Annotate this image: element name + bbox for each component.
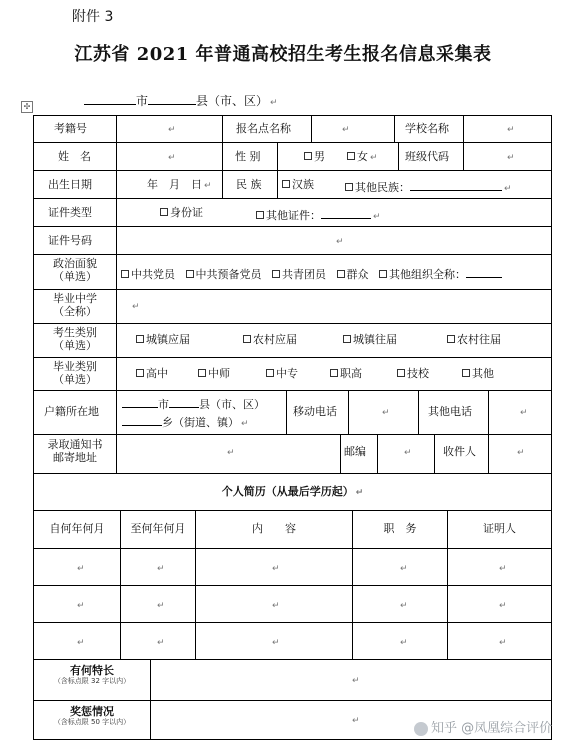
resume-cell[interactable]: ↵: [499, 601, 507, 611]
city-blank[interactable]: [84, 92, 136, 105]
city-label: 市: [136, 94, 149, 108]
recipient-label: 收件人: [443, 445, 476, 458]
vocational-option[interactable]: 中专: [266, 367, 298, 380]
checkbox-icon: [347, 152, 355, 160]
id-type-label: 证件类型: [48, 206, 92, 219]
attachment-label: 附件 3: [72, 9, 114, 25]
recipient-field[interactable]: ↵: [517, 448, 525, 458]
urban-past-option[interactable]: 城镇往届: [343, 333, 397, 346]
postcode-field[interactable]: ↵: [404, 448, 412, 458]
other-grad-option[interactable]: 其他: [462, 367, 494, 380]
resume-cell[interactable]: ↵: [77, 601, 85, 611]
nation-label: 民 族: [236, 178, 262, 191]
resume-header-from: 自何年何月: [49, 522, 105, 535]
resume-cell[interactable]: ↵: [400, 638, 408, 648]
resume-cell[interactable]: ↵: [499, 564, 507, 574]
school-name-field[interactable]: ↵: [507, 125, 515, 135]
exam-no-label: 考籍号: [54, 122, 87, 135]
nation-other-option[interactable]: 其他民族： ↵: [345, 178, 512, 195]
zhihu-logo-icon: [414, 722, 428, 736]
household-township[interactable]: 乡（街道、镇） ↵: [122, 413, 249, 430]
class-code-label: 班级代码: [405, 150, 449, 163]
rural-past-option[interactable]: 农村往届: [447, 333, 501, 346]
resume-cell[interactable]: ↵: [77, 638, 85, 648]
school-name-label: 学校名称: [405, 122, 449, 135]
birth-date-field[interactable]: 年 月 日 ↵: [147, 178, 212, 191]
vocational-high-option[interactable]: 职高: [330, 367, 362, 380]
checkbox-icon: [186, 270, 194, 278]
gender-female-option[interactable]: 女 ↵: [347, 150, 378, 164]
household-label: 户籍所在地: [44, 405, 99, 418]
normal-school-option[interactable]: 中师: [198, 367, 230, 380]
checkbox-icon: [343, 335, 351, 343]
rural-current-option[interactable]: 农村应届: [243, 333, 297, 346]
para-mark-icon: ↵: [270, 98, 278, 108]
resume-cell[interactable]: ↵: [272, 601, 280, 611]
form-title: 江苏省 2021 年普通高校招生考生报名信息采集表: [74, 44, 492, 65]
venue-name-field[interactable]: ↵: [342, 125, 350, 135]
checkbox-icon: [243, 335, 251, 343]
checkbox-icon: [379, 270, 387, 278]
notice-address-field[interactable]: ↵: [227, 448, 235, 458]
city-county-line: [84, 92, 278, 109]
checkbox-icon: [136, 369, 144, 377]
table-move-handle-icon[interactable]: ✣: [21, 101, 33, 113]
specialty-label: 有何特长 （含标点限 32 字以内）: [53, 664, 131, 686]
resume-cell[interactable]: ↵: [157, 601, 165, 611]
other-phone-label: 其他电话: [428, 405, 472, 418]
political-options: [121, 265, 502, 281]
league-member-option[interactable]: 共青团员: [272, 268, 326, 281]
resume-header-witness: 证明人: [483, 522, 516, 535]
county-blank[interactable]: [148, 92, 196, 105]
resume-cell[interactable]: ↵: [499, 638, 507, 648]
other-phone-field[interactable]: ↵: [520, 408, 528, 418]
checkbox-icon: [282, 180, 290, 188]
exam-no-field[interactable]: ↵: [168, 125, 176, 135]
household-city-county[interactable]: 市 县（市、区）: [122, 395, 265, 411]
resume-section-title: 个人简历（从最后学历起） ↵: [221, 485, 364, 498]
specialty-field[interactable]: ↵: [352, 676, 360, 686]
grad-middle-label: 毕业中学 （全称）: [53, 292, 97, 319]
watermark: 知乎 @凤凰综合评价: [414, 717, 552, 736]
checkbox-icon: [198, 369, 206, 377]
mobile-field[interactable]: ↵: [382, 408, 390, 418]
masses-option[interactable]: 群众: [337, 268, 369, 281]
resume-header-position: 职 务: [383, 522, 417, 535]
birth-label: 出生日期: [48, 178, 92, 191]
checkbox-icon: [304, 152, 312, 160]
checkbox-icon: [462, 369, 470, 377]
mobile-label: 移动电话: [293, 405, 337, 418]
political-label: 政治面貌 （单选）: [53, 257, 97, 284]
checkbox-icon: [345, 183, 353, 191]
candidate-type-label: 考生类别 （单选）: [53, 326, 97, 353]
name-field[interactable]: ↵: [168, 153, 176, 163]
resume-cell[interactable]: ↵: [400, 601, 408, 611]
checkbox-icon: [330, 369, 338, 377]
grad-type-label: 毕业类别 （单选）: [53, 360, 97, 387]
checkbox-icon: [337, 270, 345, 278]
resume-cell[interactable]: ↵: [157, 564, 165, 574]
technical-option[interactable]: 技校: [397, 367, 429, 380]
grad-middle-field[interactable]: ↵: [132, 302, 140, 312]
checkbox-icon: [447, 335, 455, 343]
id-card-option[interactable]: 身份证: [160, 206, 203, 219]
resume-header-content: 内 容: [252, 522, 296, 535]
nation-han-option[interactable]: 汉族: [282, 178, 314, 191]
postcode-label: 邮编: [344, 445, 366, 458]
awards-field[interactable]: ↵: [352, 716, 360, 726]
party-member-option[interactable]: 中共党员: [121, 268, 175, 281]
checkbox-icon: [397, 369, 405, 377]
resume-cell[interactable]: ↵: [77, 564, 85, 574]
class-code-field[interactable]: ↵: [507, 153, 515, 163]
resume-cell[interactable]: ↵: [272, 564, 280, 574]
checkbox-icon: [256, 211, 264, 219]
high-school-option[interactable]: 高中: [136, 367, 168, 380]
gender-male-option[interactable]: 男: [304, 150, 325, 163]
resume-cell[interactable]: ↵: [272, 638, 280, 648]
other-id-option[interactable]: 其他证件： ↵: [256, 206, 381, 223]
gender-label: 性 别: [235, 150, 261, 163]
resume-cell[interactable]: ↵: [157, 638, 165, 648]
other-org-option[interactable]: 其他组织全称：: [379, 268, 502, 281]
id-number-field[interactable]: ↵: [336, 237, 344, 247]
venue-name-label: 报名点名称: [236, 122, 291, 135]
urban-current-option[interactable]: 城镇应届: [136, 333, 190, 346]
id-number-label: 证件号码: [48, 234, 92, 247]
awards-label: 奖惩情况 （含标点限 50 字以内）: [53, 705, 131, 727]
checkbox-icon: [266, 369, 274, 377]
checkbox-icon: [272, 270, 280, 278]
resume-cell[interactable]: ↵: [400, 564, 408, 574]
name-label: 姓 名: [58, 150, 91, 163]
checkbox-icon: [136, 335, 144, 343]
county-label: 县（市、区）: [196, 94, 269, 108]
party-candidate-option[interactable]: 中共预备党员: [186, 268, 262, 281]
resume-header-to: 至何年何月: [130, 522, 186, 535]
notice-address-label: 录取通知书 邮寄地址: [47, 438, 103, 465]
checkbox-icon: [160, 208, 168, 216]
checkbox-icon: [121, 270, 129, 278]
